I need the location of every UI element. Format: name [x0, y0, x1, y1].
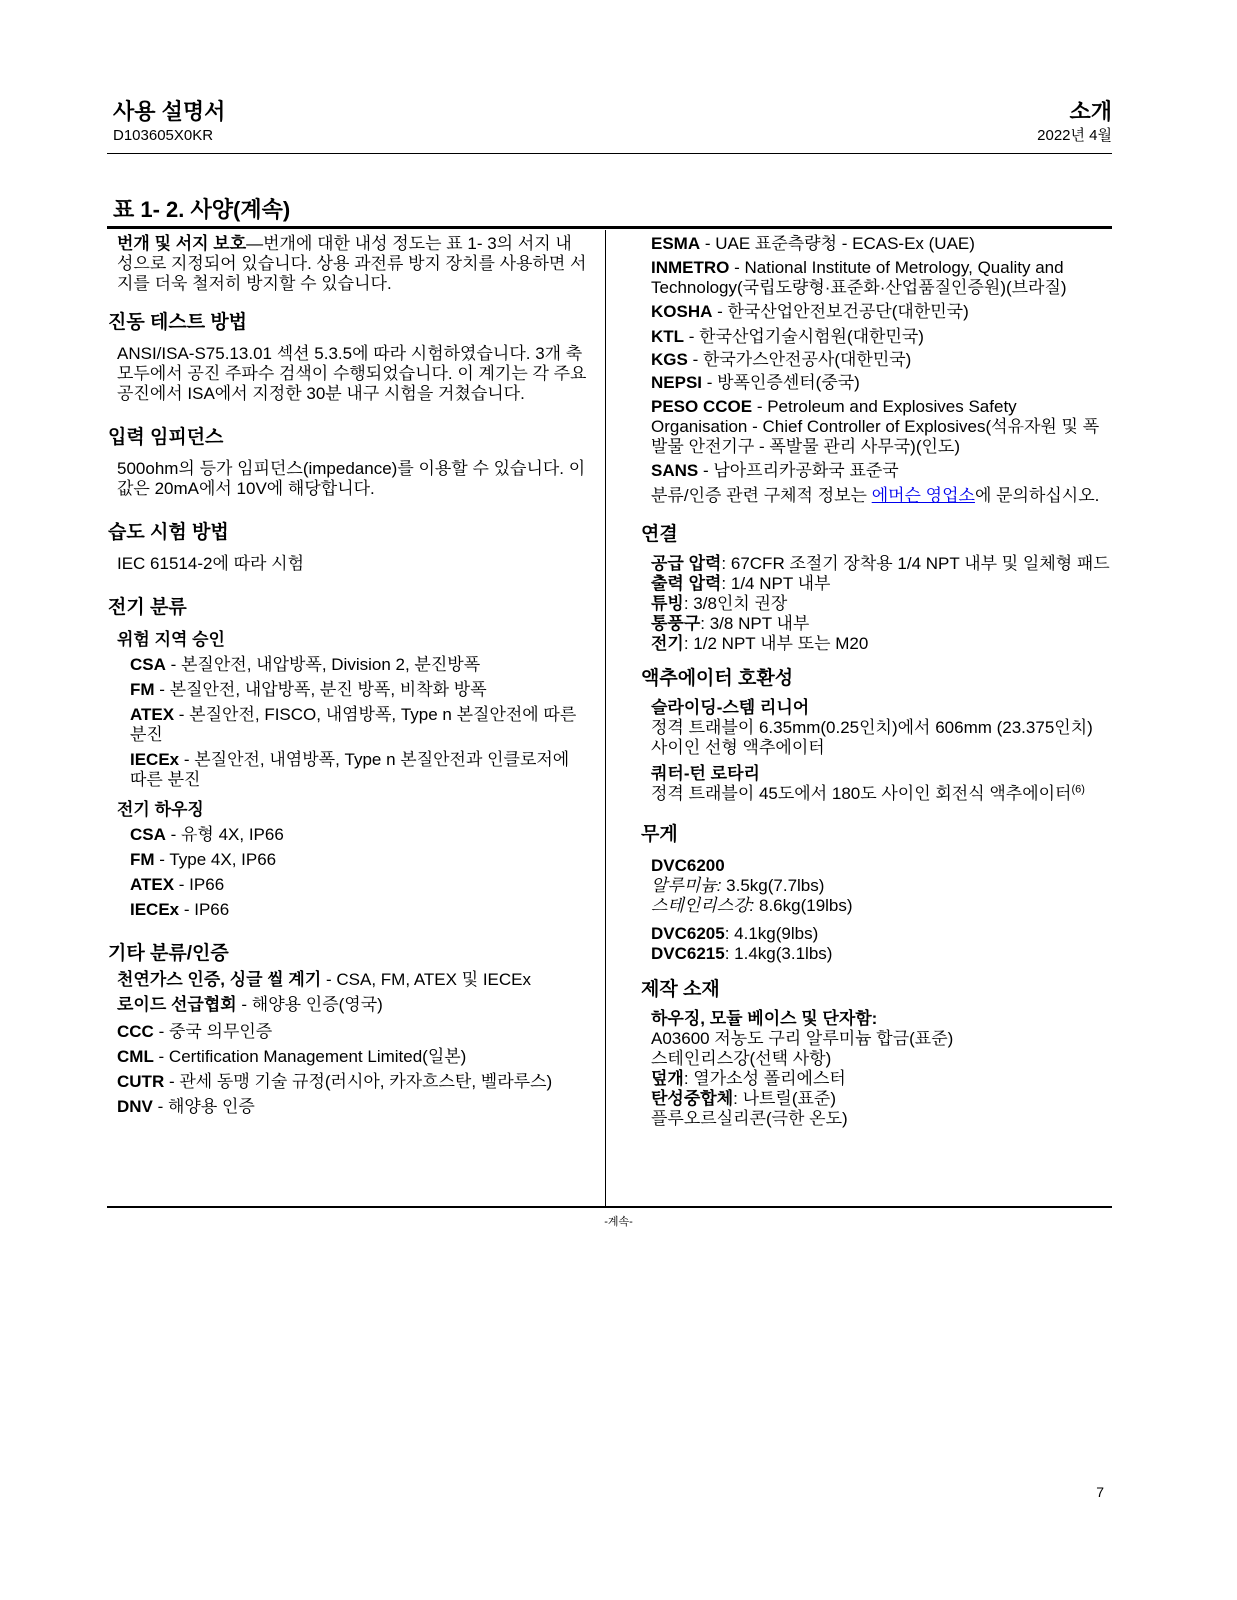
cert-item: INMETRO - National Institute of Metrology, Quality and Technology(국립도량형·표준화·산업품질인증원)(브라질): [651, 258, 1067, 297]
housing-item: FM - Type 4X, IP66: [130, 850, 277, 869]
cert-item: KOSHA - 한국산업안전보건공단(대한민국): [651, 302, 969, 321]
other-cert-item: CML - Certification Management Limited(일본): [117, 1047, 467, 1066]
hazardous-heading: 위험 지역 승인: [117, 630, 225, 649]
connection-item: 통풍구: 3/8 NPT 내부: [651, 614, 810, 633]
lightning-text: —번개에 대한 내성 정도는 표 1- 3의 서지 내성으로 지정되어 있습니다. 상용 과전류 방지 장치를 사용하면 서지를 더욱 철저히 방지할 수 있습니다.: [117, 234, 587, 293]
footnote-ref: (6): [1071, 783, 1085, 796]
weight-heading: 무게: [641, 824, 678, 845]
humidity-heading: 습도 시험 방법: [108, 522, 229, 543]
vibration-heading: 진동 테스트 방법: [108, 312, 248, 333]
impedance-text: 500ohm의 등가 임피던스(impedance)를 이용할 수 있습니다. 이 값은 20mA에서 10V에 해당합니다.: [117, 459, 586, 498]
housing-item: CSA - 유형 4X, IP66: [130, 825, 284, 844]
cert-item: ESMA - UAE 표준측량청 - ECAS-Ex (UAE): [651, 234, 975, 253]
column-divider: [605, 230, 606, 1207]
other-cert-item: DNV - 해양용 인증: [117, 1097, 255, 1116]
materials-heading: 제작 소재: [641, 979, 720, 1000]
actuator-heading: 액추에이터 호환성: [641, 668, 794, 689]
header-left: [113, 98, 225, 146]
housing-material-line: A03600 저농도 구리 알루미늄 합금(표준): [651, 1029, 954, 1048]
weight-dvc6215: DVC6215: 1.4kg(3.1lbs): [651, 944, 833, 963]
humidity-text: IEC 61514-2에 따라 시험: [117, 554, 305, 573]
weight-stainless: 스테인리스강: 8.6kg(19lbs): [651, 896, 853, 915]
housing-heading: 전기 하우징: [117, 800, 204, 819]
right-column: [641, 234, 1111, 1129]
housing-item: IECEx - IP66: [130, 900, 230, 919]
cert-item: NEPSI - 방폭인증센터(중국): [651, 373, 860, 392]
doc-date: 2022년 4월: [1037, 127, 1112, 144]
housing-material-line: 스테인리스강(선택 사항): [651, 1049, 832, 1068]
header-right: [1037, 98, 1112, 146]
header-rule: [107, 153, 1112, 154]
left-column: [108, 234, 588, 1117]
lightning-protection: [108, 234, 588, 294]
rotary-text: 정격 트래블이 45도에서 180도 사이인 회전식 액추에이터$^{(6)}$: [651, 783, 1085, 803]
other-cert-item: CUTR - 관세 동맹 기술 규정(러시아, 카자흐스탄, 벨라루스): [117, 1072, 553, 1091]
cert-item: KTL - 한국산업기술시험원(대한민국): [651, 327, 924, 346]
table-rule-bottom: [107, 1206, 1112, 1208]
lightning-term: 번개 및 서지 보호: [117, 234, 247, 253]
hazardous-item: IECEx - 본질안전, 내염방폭, Type n 본질안전과 인클로저에 따른 분진: [130, 750, 570, 789]
contact-note: 분류/인증 관련 구체적 정보는 에머슨 영업소에 문의하십시오.: [651, 486, 1100, 505]
electrical-heading: 전기 분류: [108, 597, 187, 618]
connection-item: 전기: 1/2 NPT 내부 또는 M20: [651, 634, 869, 653]
hazardous-item: FM - 본질안전, 내압방폭, 분진 방폭, 비착화 방폭: [130, 680, 487, 699]
cert-item: SANS - 남아프리카공화국 표준국: [651, 461, 899, 480]
housing-item: ATEX - IP66: [130, 875, 225, 894]
connections-heading: 연결: [641, 524, 678, 545]
emerson-sales-link[interactable]: 에머슨 영업소: [871, 486, 975, 505]
cert-item: KGS - 한국가스안전공사(대한민국): [651, 350, 912, 369]
elastomer-material: 탄성중합체: 나트릴(표준): [651, 1089, 837, 1108]
hazardous-item: CSA - 본질안전, 내압방폭, Division 2, 분진방폭: [130, 655, 481, 674]
continued-label: -계속-: [604, 1216, 633, 1228]
weight-dvc6205: DVC6205: 4.1kg(9lbs): [651, 924, 819, 943]
housing-material-term: 하우징, 모듈 베이스 및 단자함:: [651, 1009, 878, 1028]
page-number: 7: [1096, 1484, 1104, 1500]
other-cert-item: 천연가스 인증, 싱글 씰 계기 - CSA, FM, ATEX 및 IECEx: [117, 970, 532, 989]
cover-material: 덮개: 열가소성 폴리에스터: [651, 1069, 846, 1088]
doc-title: 사용 설명서: [113, 99, 226, 124]
elastomer-alt: 플루오르실리콘(극한 온도): [651, 1109, 848, 1128]
other-cert-item: CCC - 중국 의무인증: [117, 1022, 273, 1041]
sliding-stem-text: 정격 트래블이 6.35mm(0.25인치)에서 606mm (23.375인치) 사이인 선형 액추에이터: [651, 718, 1093, 757]
doc-number: D103605X0KR: [113, 127, 214, 144]
connection-item: 공급 압력: 67CFR 조절기 장착용 1/4 NPT 내부 및 일체형 패드: [651, 554, 1110, 573]
other-cert-item: 로이드 선급협회 - 해양용 인증(영국): [117, 995, 383, 1014]
section-name: 소개: [1069, 99, 1112, 124]
dvc6200-term: DVC6200: [651, 856, 725, 875]
vibration-text: ANSI/ISA-S75.13.01 섹션 5.3.5에 따라 시험하였습니다. 3개 축 모두에서 공진 주파수 검색이 수행되었습니다. 이 계기는 각 주요 공진에서 ISA에서 지정한 30분 내구 시험을 거쳤습니다.: [117, 344, 587, 403]
rotary-term: 쿼터-턴 로타리: [651, 764, 760, 783]
other-cert-heading: 기타 분류/인증: [108, 943, 229, 964]
table-title: 표 1- 2. 사양(계속): [113, 197, 291, 222]
connection-item: 출력 압력: 1/4 NPT 내부: [651, 574, 831, 593]
weight-aluminum: 알루미늄: 3.5kg(7.7lbs): [651, 876, 825, 895]
hazardous-item: ATEX - 본질안전, FISCO, 내염방폭, Type n 본질안전에 따른 분진: [130, 705, 577, 744]
impedance-heading: 입력 임피던스: [108, 427, 224, 448]
table-rule-top: [107, 226, 1112, 229]
cert-item: PESO CCOE - Petroleum and Explosives Safety Organisation - Chief Controller of Explosives(석유자원 및 폭발물 안전기구 - 폭발물 관리 사무국)(인도): [651, 397, 1100, 456]
sliding-stem-term: 슬라이딩-스템 리니어: [651, 698, 810, 717]
connection-item: 튜빙: 3/8인치 권장: [651, 594, 788, 613]
